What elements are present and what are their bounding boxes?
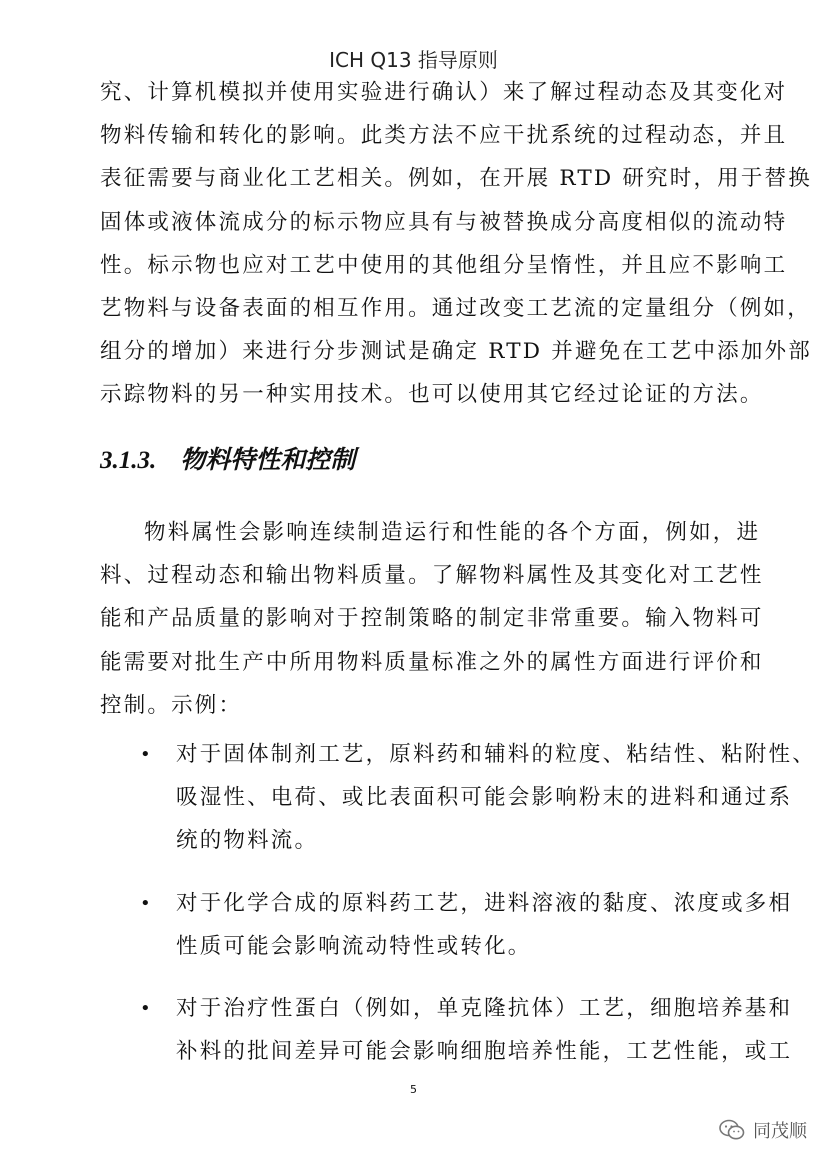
list-item: [100, 733, 816, 863]
paragraph-line: 性。标示物也应对工艺中使用的其他组分呈惰性，并且应不影响工: [100, 252, 788, 278]
bullet-icon: •: [140, 744, 153, 765]
list-item-line: 对于治疗性蛋白（例如，单克隆抗体）工艺，细胞培养基和: [176, 996, 793, 1022]
list-item-line: 对于固体制剂工艺，原料药和辅料的粒度、粘结性、粘附性、: [176, 742, 816, 767]
list-item-line: 性质可能会影响流动特性或转化。: [176, 933, 532, 959]
section-number: 3.1.3.: [100, 447, 157, 474]
watermark-text: 同茂顺: [753, 1121, 807, 1142]
list-item-line: 对于化学合成的原料药工艺，进料溶液的黏度、浓度或多相: [176, 890, 793, 916]
paragraph-line: 示踪物料的另一种实用技术。也可以使用其它经过论证的方法。: [100, 382, 764, 408]
list-item: [100, 882, 793, 968]
watermark: [719, 1117, 807, 1143]
paragraph-line: 表征需要与商业化工艺相关。例如，在开展 RTD 研究时，用于替换: [100, 166, 812, 192]
page-number: 5: [410, 1083, 417, 1096]
paragraph-line: 能和产品质量的影响对于控制策略的制定非常重要。输入物料可: [100, 606, 764, 632]
paragraph-2: [100, 511, 764, 727]
list-item-line: 吸湿性、电荷、或比表面积可能会影响粉末的进料和通过系: [176, 785, 793, 811]
section-heading: [100, 440, 355, 476]
paragraph-line: 控制。示例：: [100, 692, 243, 718]
paragraph-line: 料、过程动态和输出物料质量。了解物料属性及其变化对工艺性: [100, 563, 764, 589]
paragraph-line: 能需要对批生产中所用物料质量标准之外的属性方面进行评价和: [100, 649, 764, 675]
list-item-line: 补料的批间差异可能会影响细胞培养性能，工艺性能，或工: [176, 1039, 793, 1065]
paragraph-1: [100, 71, 812, 417]
paragraph-line: 物料属性会影响连续制造运行和性能的各个方面，例如，进: [144, 520, 761, 545]
paragraph-line: 组分的增加）来进行分步测试是确定 RTD 并避免在工艺中添加外部: [100, 339, 812, 365]
bullet-list: [100, 733, 816, 1092]
paragraph-line: 物料传输和转化的影响。此类方法不应干扰系统的过程动态，并且: [100, 123, 788, 149]
page-header: ICH Q13 指导原则: [329, 48, 498, 72]
paragraph-line: 究、计算机模拟并使用实验进行确认）来了解过程动态及其变化对: [100, 80, 788, 105]
list-item-line: 统的物料流。: [176, 828, 319, 854]
list-item: [100, 987, 793, 1073]
paragraph-line: 固体或液体流成分的标示物应具有与被替换成分高度相似的流动特: [100, 209, 788, 235]
paragraph-line: 艺物料与设备表面的相互作用。通过改变工艺流的定量组分（例如，: [100, 296, 812, 322]
wechat-icon: [719, 1119, 745, 1141]
bullet-icon: •: [140, 998, 153, 1020]
section-title: 物料特性和控制: [180, 445, 356, 474]
bullet-icon: •: [140, 892, 153, 914]
